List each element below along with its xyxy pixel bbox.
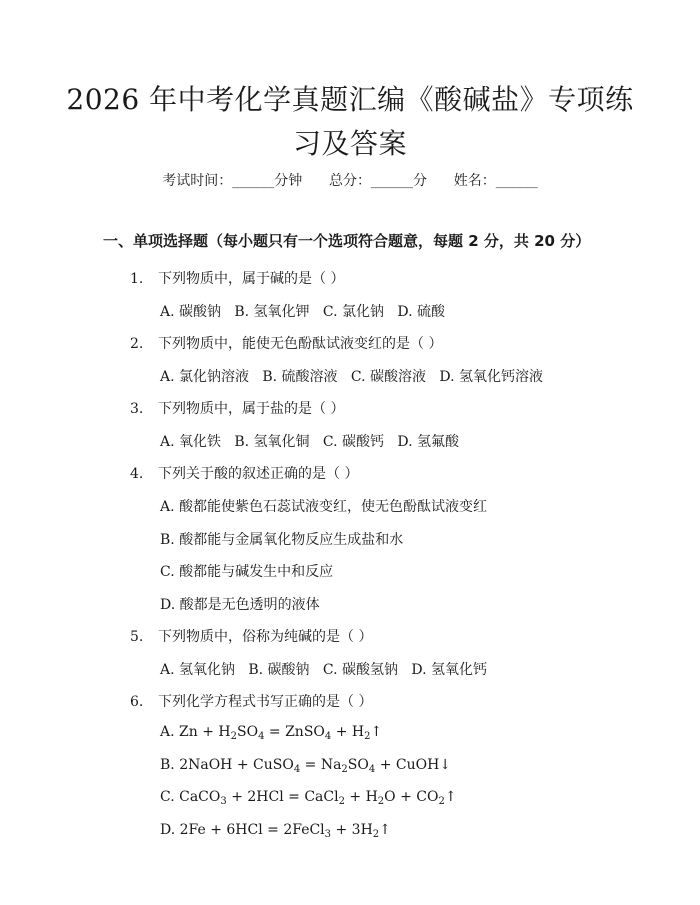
question-4-option-line: B. 酸都能与金属氧化物反应生成盐和水: [160, 531, 404, 548]
question-4-option-line: A. 酸都能使紫色石蕊试液变红，使无色酚酞试液变红: [160, 499, 488, 515]
question-6: [130, 691, 372, 711]
question-4-option-line: C. 酸都能与碱发生中和反应: [160, 564, 334, 580]
question-number: 1.: [130, 271, 144, 287]
question-1: [130, 268, 344, 288]
question-2: [130, 333, 442, 353]
page-title: [60, 78, 640, 166]
section-heading: 一、单项选择题（每小题只有一个选项符合题意，每题 2 分，共 20 分）: [103, 232, 591, 250]
exam-meta: 考试时间：______分钟 总分：______分 姓名：______: [162, 173, 538, 189]
title-line-2: 习及答案: [292, 127, 407, 160]
question-5: [130, 626, 372, 646]
question-6-option-line: D. 2Fe + 6HCl = 2FeCl$_3$ + $3H_2↑$: [160, 821, 391, 840]
question-text: 下列关于酸的叙述正确的是（ ）: [158, 466, 359, 482]
question-3: [130, 398, 344, 418]
question-3-option-line: A. 氧化铁 B. 氢氧化铜 C. 碳酸钙 D. 氢氟酸: [160, 434, 459, 450]
question-text: 下列物质中，俗称为纯碱的是（ ）: [158, 629, 373, 645]
question-number: 3.: [130, 401, 144, 417]
question-number: 4.: [130, 466, 144, 482]
question-4: [130, 463, 358, 483]
question-number: 6.: [130, 694, 144, 710]
question-number: 5.: [130, 629, 144, 645]
question-number: 2.: [130, 336, 144, 352]
question-text: 下列化学方程式书写正确的是（ ）: [158, 694, 373, 710]
question-text: 下列物质中，属于碱的是（ ）: [158, 271, 345, 287]
question-1-option-line: A. 碳酸钠 B. 氢氧化钾 C. 氯化钠 D. 硫酸: [160, 304, 445, 320]
question-text: 下列物质中，属于盐的是（ ）: [158, 401, 345, 417]
question-6-option-line: B. 2NaOH + CuSO$_4$ = $Na_2SO_4$ + CuOH↓: [160, 756, 452, 775]
question-text: 下列物质中，能使无色酚酞试液变红的是（ ）: [158, 336, 443, 352]
question-6-option-line: C. CaCO$_3$ + 2HCl = CaCl$_2$ + $H_2O$ + $CO_2↑$: [160, 789, 457, 807]
title-line-1: 2026 年中考化学真题汇编《酸碱盐》专项练: [66, 83, 634, 116]
question-5-option-line: A. 氢氧化钠 B. 碳酸钠 C. 碳酸氢钠 D. 氢氧化钙: [160, 662, 487, 678]
question-6-option-line: A. $Zn + H_2SO_4$ = ZnSO$_4$ + $H_2↑$: [160, 724, 383, 742]
question-4-option-line: D. 酸都是无色透明的液体: [160, 596, 320, 613]
question-2-option-line: A. 氯化钠溶液 B. 硫酸溶液 C. 碳酸溶液 D. 氢氧化钙溶液: [160, 369, 543, 385]
